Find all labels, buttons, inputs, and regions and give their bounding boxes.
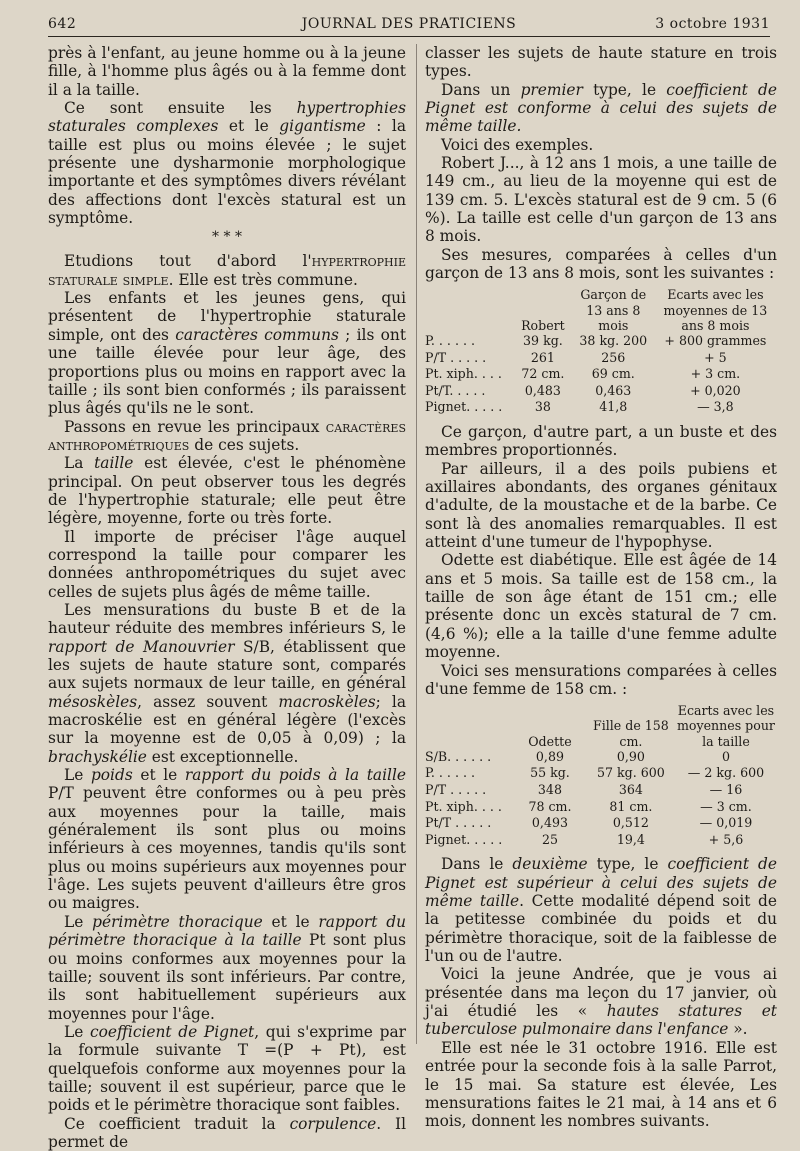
measurements-table-odette	[425, 703, 777, 848]
paragraph: La taille est élevée, c'est le phénomène principal. On peut observer tous les degrés de l'hypertrophie staturale; elle peut être légère, moyenne, forte ou très forte.	[48, 454, 406, 528]
paragraph: Odette est diabétique. Elle est âgée de 14 ans et 5 mois. Sa taille est de 158 cm., la taille de son âge étant de 151 cm.; elle présente donc un excès statural de 7 cm. (4,6 %); elle a la taille d'une femme adulte moyenne.	[425, 551, 777, 662]
table-row: P. . . . . . 55 kg. 57 kg. 600 — 2 kg. 600	[425, 765, 765, 781]
paragraph: Elle est née le 31 octobre 1916. Elle est entrée pour la seconde fois à la salle Parrot, le 15 mai. Sa stature est élevée, Les mensurations faites le 21 mai, à 14 ans et 6 mois, donnent les nombres suivants.	[425, 1038, 777, 1131]
paragraph: Voici des exemples.	[441, 135, 594, 154]
table-row: P/T . . . . . 261 256 + 5	[425, 349, 727, 365]
paragraph: Dans le deuxième type, le coefficient de Pignet est supérieur à celui des sujets de même taille. Cette modalité dépend soit de la petitesse combinée du poids et du périmètre thoracique, soit de la faiblesse de l'un ou de l'autre.	[425, 855, 777, 966]
paragraph: classer les sujets de haute stature en trois types.	[425, 44, 777, 81]
paragraph: Ce sont ensuite les hypertrophies staturales complexes et le gigantisme : la taille est plus ou moins élevée ; le sujet présente une dysharmonie morphologique importante et des symptômes divers révélant des affections dont l'excès statural est un symptôme.	[48, 99, 406, 228]
paragraph: Ses mesures, comparées à celles d'un garçon de 13 ans 8 mois, sont les suivantes :	[425, 245, 777, 283]
paragraph: Les enfants et les jeunes gens, qui présentent de l'hypertrophie staturale simple, ont des caractères communs ; ils ont une taille élevée pour leur âge, des proportions plus ou moins en rapport avec la taille ; ils sont bien conformés ; ils paraissent plus âgés qu'ils ne le sont.	[48, 289, 407, 418]
section-separator: * * *	[212, 229, 242, 246]
table-row: S/B. . . . . . 0,89 0,90 0	[425, 748, 730, 764]
paragraph: Robert J..., à 12 ans 1 mois, a une taille de 149 cm., au lieu de la moyenne qui est de 139 cm. 5. L'excès statural est de 9 cm. 5 (6 %). La taille est celle d'un garçon de 13 ans 8 mois.	[425, 154, 777, 246]
measurements-table-robert	[425, 287, 777, 416]
paragraph: Le périmètre thoracique et le rapport du périmètre thoracique à la taille Pt sont plus ou moins conformes aux moyennes pour la taille; souvent ils sont inférieurs. Par contre, ils sont habituellement supérieurs aux moyennes pour l'âge.	[48, 912, 406, 1023]
paragraph: près à l'enfant, au jeune homme ou à la jeune fille, à l'homme plus âgés ou à la femme dont il a la taille.	[48, 44, 406, 99]
issue-date: 3 octobre 1931	[655, 16, 770, 32]
table-header-row: Robert Garçon de 13 ans 8 mois Ecarts avec les moyennes de 13 ans 8 mois	[521, 287, 768, 333]
paragraph: Dans un premier type, le coefficient de Pignet est conforme à celui des sujets de même taille.	[425, 80, 777, 136]
paragraph: Par ailleurs, il a des poils pubiens et axillaires abondants, des organes génitaux d'adulte, de la moustache et de la barbe. Ce sont là des anomalies remarquables. Il est atteint d'une tumeur de l'hypophyse.	[425, 459, 777, 552]
paragraph: Le poids et le rapport du poids à la taille P/T peuvent être conformes ou à peu près aux moyennes pour la taille, mais généralement ils sont plus ou moins inférieurs à ces moyennes, tandis qu'ils sont plus ou moins supérieurs aux moyennes pour l'âge. Les sujets peuvent d'ailleurs être gros ou maigres.	[48, 766, 406, 913]
column-divider	[416, 44, 417, 1044]
table-row: Pignet. . . . . 25 19,4 + 5,6	[425, 831, 744, 847]
table-row: P/T . . . . . 348 364 — 16	[425, 782, 743, 797]
page-number: 642	[48, 16, 77, 32]
table-row: Pt. xiph. . . . 72 cm. 69 cm. + 3 cm.	[425, 366, 741, 382]
table-row: Pt/T. . . . . 0,483 0,463 + 0,020	[425, 382, 741, 398]
journal-title: JOURNAL DES PRATICIENS	[301, 16, 517, 32]
paragraph: Voici ses mensurations comparées à celles d'une femme de 158 cm. :	[425, 661, 777, 698]
paragraph: Ce garçon, d'autre part, a un buste et des membres proportionnés.	[425, 423, 777, 460]
paragraph: Passons en revue les principaux caractères anthropométriques de ces sujets.	[48, 417, 406, 454]
paragraph: Les mensurations du buste B et de la hauteur réduite des membres inférieurs S, le rapport de Manouvrier S/B, établissent que les sujets de haute stature sont, comparés aux sujets normaux de leur taille, en général mésoskèles, assez souvent macroskèles; la macroskélie est en général légère (l'excès sur la moyenne est de 0,05 à 0,09) ; la brachyskélie est exceptionnelle.	[48, 600, 406, 766]
paragraph: Ce coefficient traduit la corpulence. Il permet de	[48, 1114, 406, 1151]
paragraph: Etudions tout d'abord l'hypertrophie staturale simple. Elle est très commune.	[48, 252, 406, 289]
table-row: P. . . . . . 39 kg. 38 kg. 200 + 800 grammes	[425, 333, 767, 349]
left-column	[48, 44, 406, 1151]
table-header-row: Odette Fille de 158 cm. Ecarts avec les moyennes pour la taille	[528, 703, 775, 749]
paragraph: Voici la jeune Andrée, que je vous ai présentée dans ma leçon du 17 janvier, où j'ai étudié les « hautes statures et tuberculose pulmonaire dans l'enfance ».	[425, 965, 777, 1039]
right-column	[425, 44, 777, 1131]
table-row: Pt. xiph. . . . 78 cm. 81 cm. — 3 cm.	[425, 798, 752, 814]
paragraph: Il importe de préciser l'âge auquel correspond la taille pour comparer les données anthropométriques du sujet avec celles de sujets plus âgés de même taille.	[48, 527, 406, 601]
table-row: Pt/T . . . . . 0,493 0,512 — 0,019	[425, 815, 753, 831]
page-header	[48, 14, 770, 37]
paragraph: Le coefficient de Pignet, qui s'exprime par la formule suivante T =(P + Pt), est quelquefois conforme aux moyennes pour la taille; souvent il est supérieur, parce que le poids et le périmètre thoracique sont faibles.	[48, 1022, 406, 1115]
table-row: Pignet. . . . . 38 41,8 — 3,8	[425, 399, 734, 415]
